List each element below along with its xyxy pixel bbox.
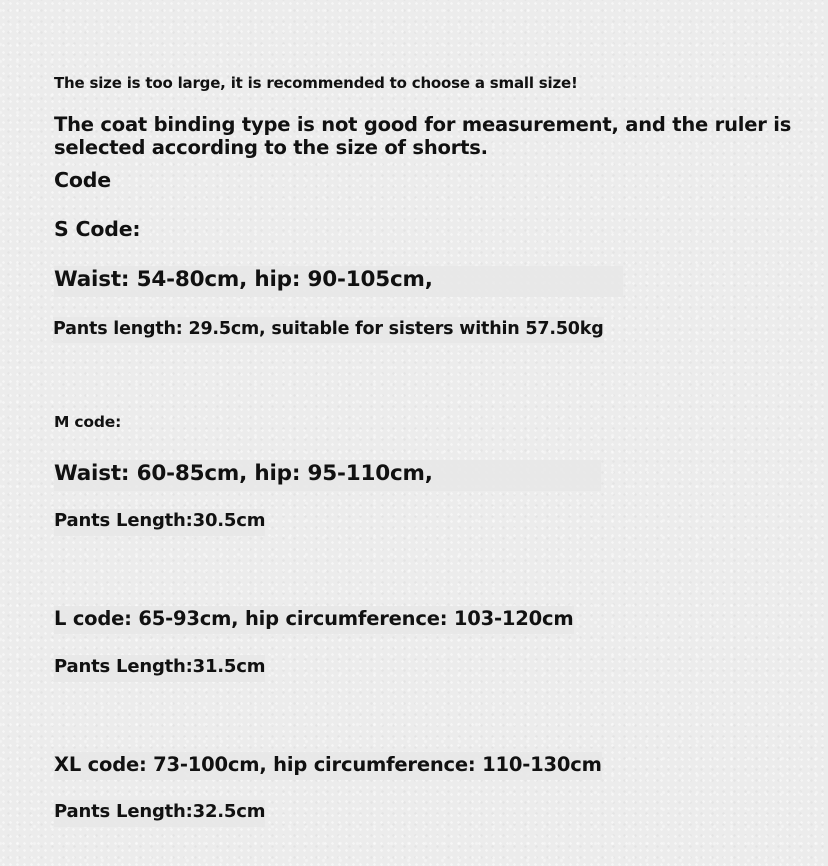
m-pants-length: Pants Length:30.5cm [54, 509, 265, 536]
s-size-heading: S Code: [54, 217, 141, 241]
l-pants-length: Pants Length:31.5cm [54, 655, 265, 682]
m-size-heading: M code: [54, 413, 122, 431]
size-notice: The size is too large, it is recommended to choose a small size! [54, 74, 578, 92]
l-size-measurements: L code: 65-93cm, hip circumference: 103-120cm [54, 606, 574, 634]
code-heading: Code [54, 168, 111, 192]
xl-size-measurements: XL code: 73-100cm, hip circumference: 110-130cm [54, 752, 602, 780]
s-pants-length: Pants length: 29.5cm, suitable for sisters within 57.50kg [53, 317, 604, 343]
measurement-note: The coat binding type is not good for measurement, and the ruler is selected according to the size of shorts. [54, 113, 792, 160]
xl-pants-length: Pants Length:32.5cm [54, 800, 265, 827]
m-waist-hip: Waist: 60-85cm, hip: 95-110cm, [54, 460, 601, 491]
s-waist-hip: Waist: 54-80cm, hip: 90-105cm, [54, 266, 623, 297]
